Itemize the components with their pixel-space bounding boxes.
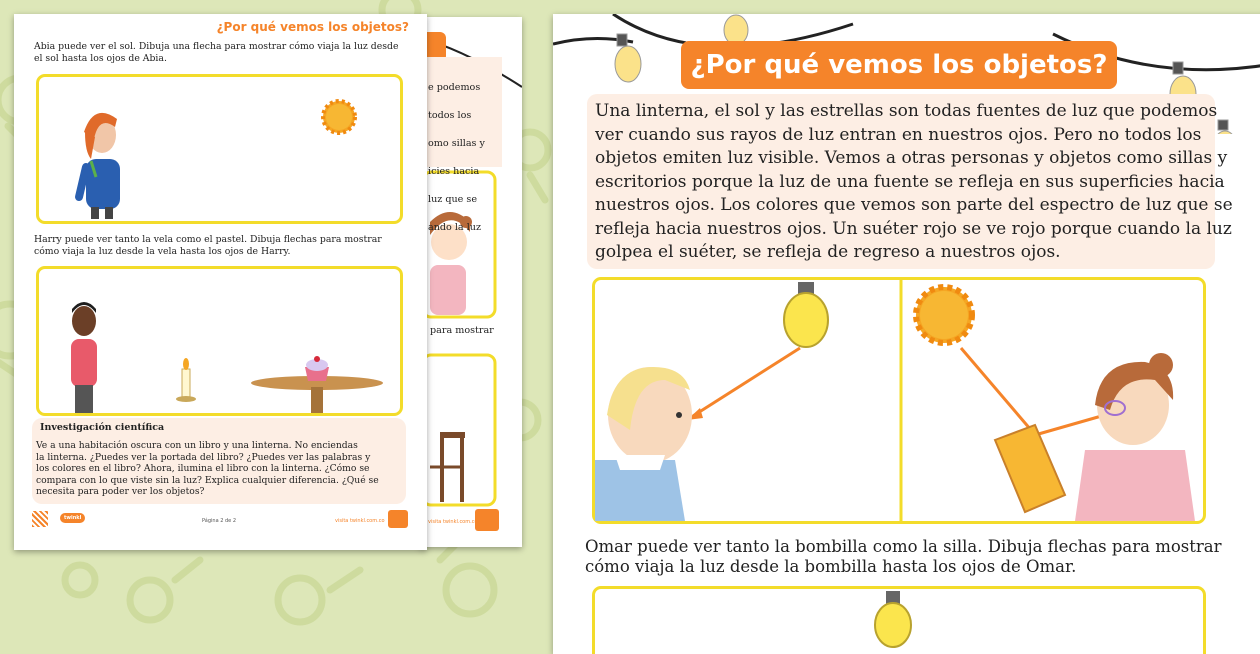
page-title: ¿Por qué vemos los objetos? xyxy=(216,20,409,34)
investigation-title: Investigación científica xyxy=(40,422,165,433)
back-fragment: todos los xyxy=(428,110,472,121)
answer-box-omar[interactable] xyxy=(592,586,1206,654)
back-worksheet-page xyxy=(420,17,522,547)
brand-badge-icon xyxy=(388,510,408,528)
sun-illustration xyxy=(323,101,355,133)
reflection-diagram xyxy=(595,280,1203,521)
footer-site: visita twinkl.com.co xyxy=(335,518,385,524)
table-with-cake xyxy=(251,356,383,413)
investigation-text: Ve a una habitación oscura con un libro y una linterna. No enciendas la linterna. ¿Puedes ver la portada del libro? ¿Puedes ver las palabras y los colores en el libro? Ahora, ilumina el libro con la linterna. ¿Cómo se compara con lo que viste sin la luz? Explica cualquier diferencia. ¿Qué se necesita para poder ver los objetos? xyxy=(36,440,379,497)
child-reading-book xyxy=(995,353,1195,521)
omar-lightbulb-icon xyxy=(595,589,1203,649)
intro-text: Una linterna, el sol y las estrellas son todas fuentes de luz que podemos ver cuando sus rayos de luz entran en nuestros ojos. Pero no todos los objetos emiten luz visible. Vemos a otras personas y objetos como sillas y escritorios porque la luz de una fuente se refleja en sus superficies hacia nuestros ojos. Los colores que vemos son parte del espectro de luz que se refleja hacia nuestros ojos. Un suéter rojo se ve rojo porque cuando la luz golpea el suéter, se refleja de regreso a nuestros ojos. xyxy=(595,101,1233,262)
page-title: ¿Por qué vemos los objetos? xyxy=(681,41,1117,89)
worksheet-page-1-enlarged xyxy=(553,14,1260,654)
question-harry: Harry puede ver tanto la vela como el pastel. Dibuja flechas para mostrar cómo viaja la luz desde la vela hasta los ojos de Harry. xyxy=(34,234,382,257)
example-illustration-box xyxy=(592,277,1206,524)
page-number: Página 2 de 2 xyxy=(202,518,237,524)
answer-box-abia[interactable] xyxy=(36,74,403,224)
child-blonde xyxy=(595,367,692,521)
qr-code xyxy=(32,511,48,527)
sun-icon xyxy=(916,287,972,343)
back-fragment: e podemos xyxy=(428,82,481,93)
question-omar: Omar puede ver tanto la bombilla como la silla. Dibuja flechas para mostrar cómo viaja la luz desde la bombilla hasta los ojos de Omar. xyxy=(585,537,1222,576)
back-fragment: luz que se xyxy=(428,194,477,205)
back-footer-site: visita twinkl.com.co xyxy=(428,519,478,525)
back-fragment: para mostrar xyxy=(430,325,494,336)
answer-box-harry[interactable] xyxy=(36,266,403,416)
back-fragment: icies hacia xyxy=(428,166,480,177)
boy-harry xyxy=(71,302,97,413)
back-fragment: omo sillas y xyxy=(428,138,485,149)
back-fragment: ando la luz xyxy=(428,222,482,233)
lightbulb-icon xyxy=(784,282,828,347)
brand-logo: twinkl xyxy=(60,513,85,523)
harry-illustration xyxy=(39,269,400,413)
abia-illustration xyxy=(39,77,400,221)
worksheet-page-2 xyxy=(14,14,427,550)
girl-abia xyxy=(79,113,120,219)
question-abia: Abia puede ver el sol. Dibuja una flecha para mostrar cómo viaja la luz desde el sol hasta los ojos de Abia. xyxy=(34,41,399,64)
candle-illustration xyxy=(176,358,196,402)
